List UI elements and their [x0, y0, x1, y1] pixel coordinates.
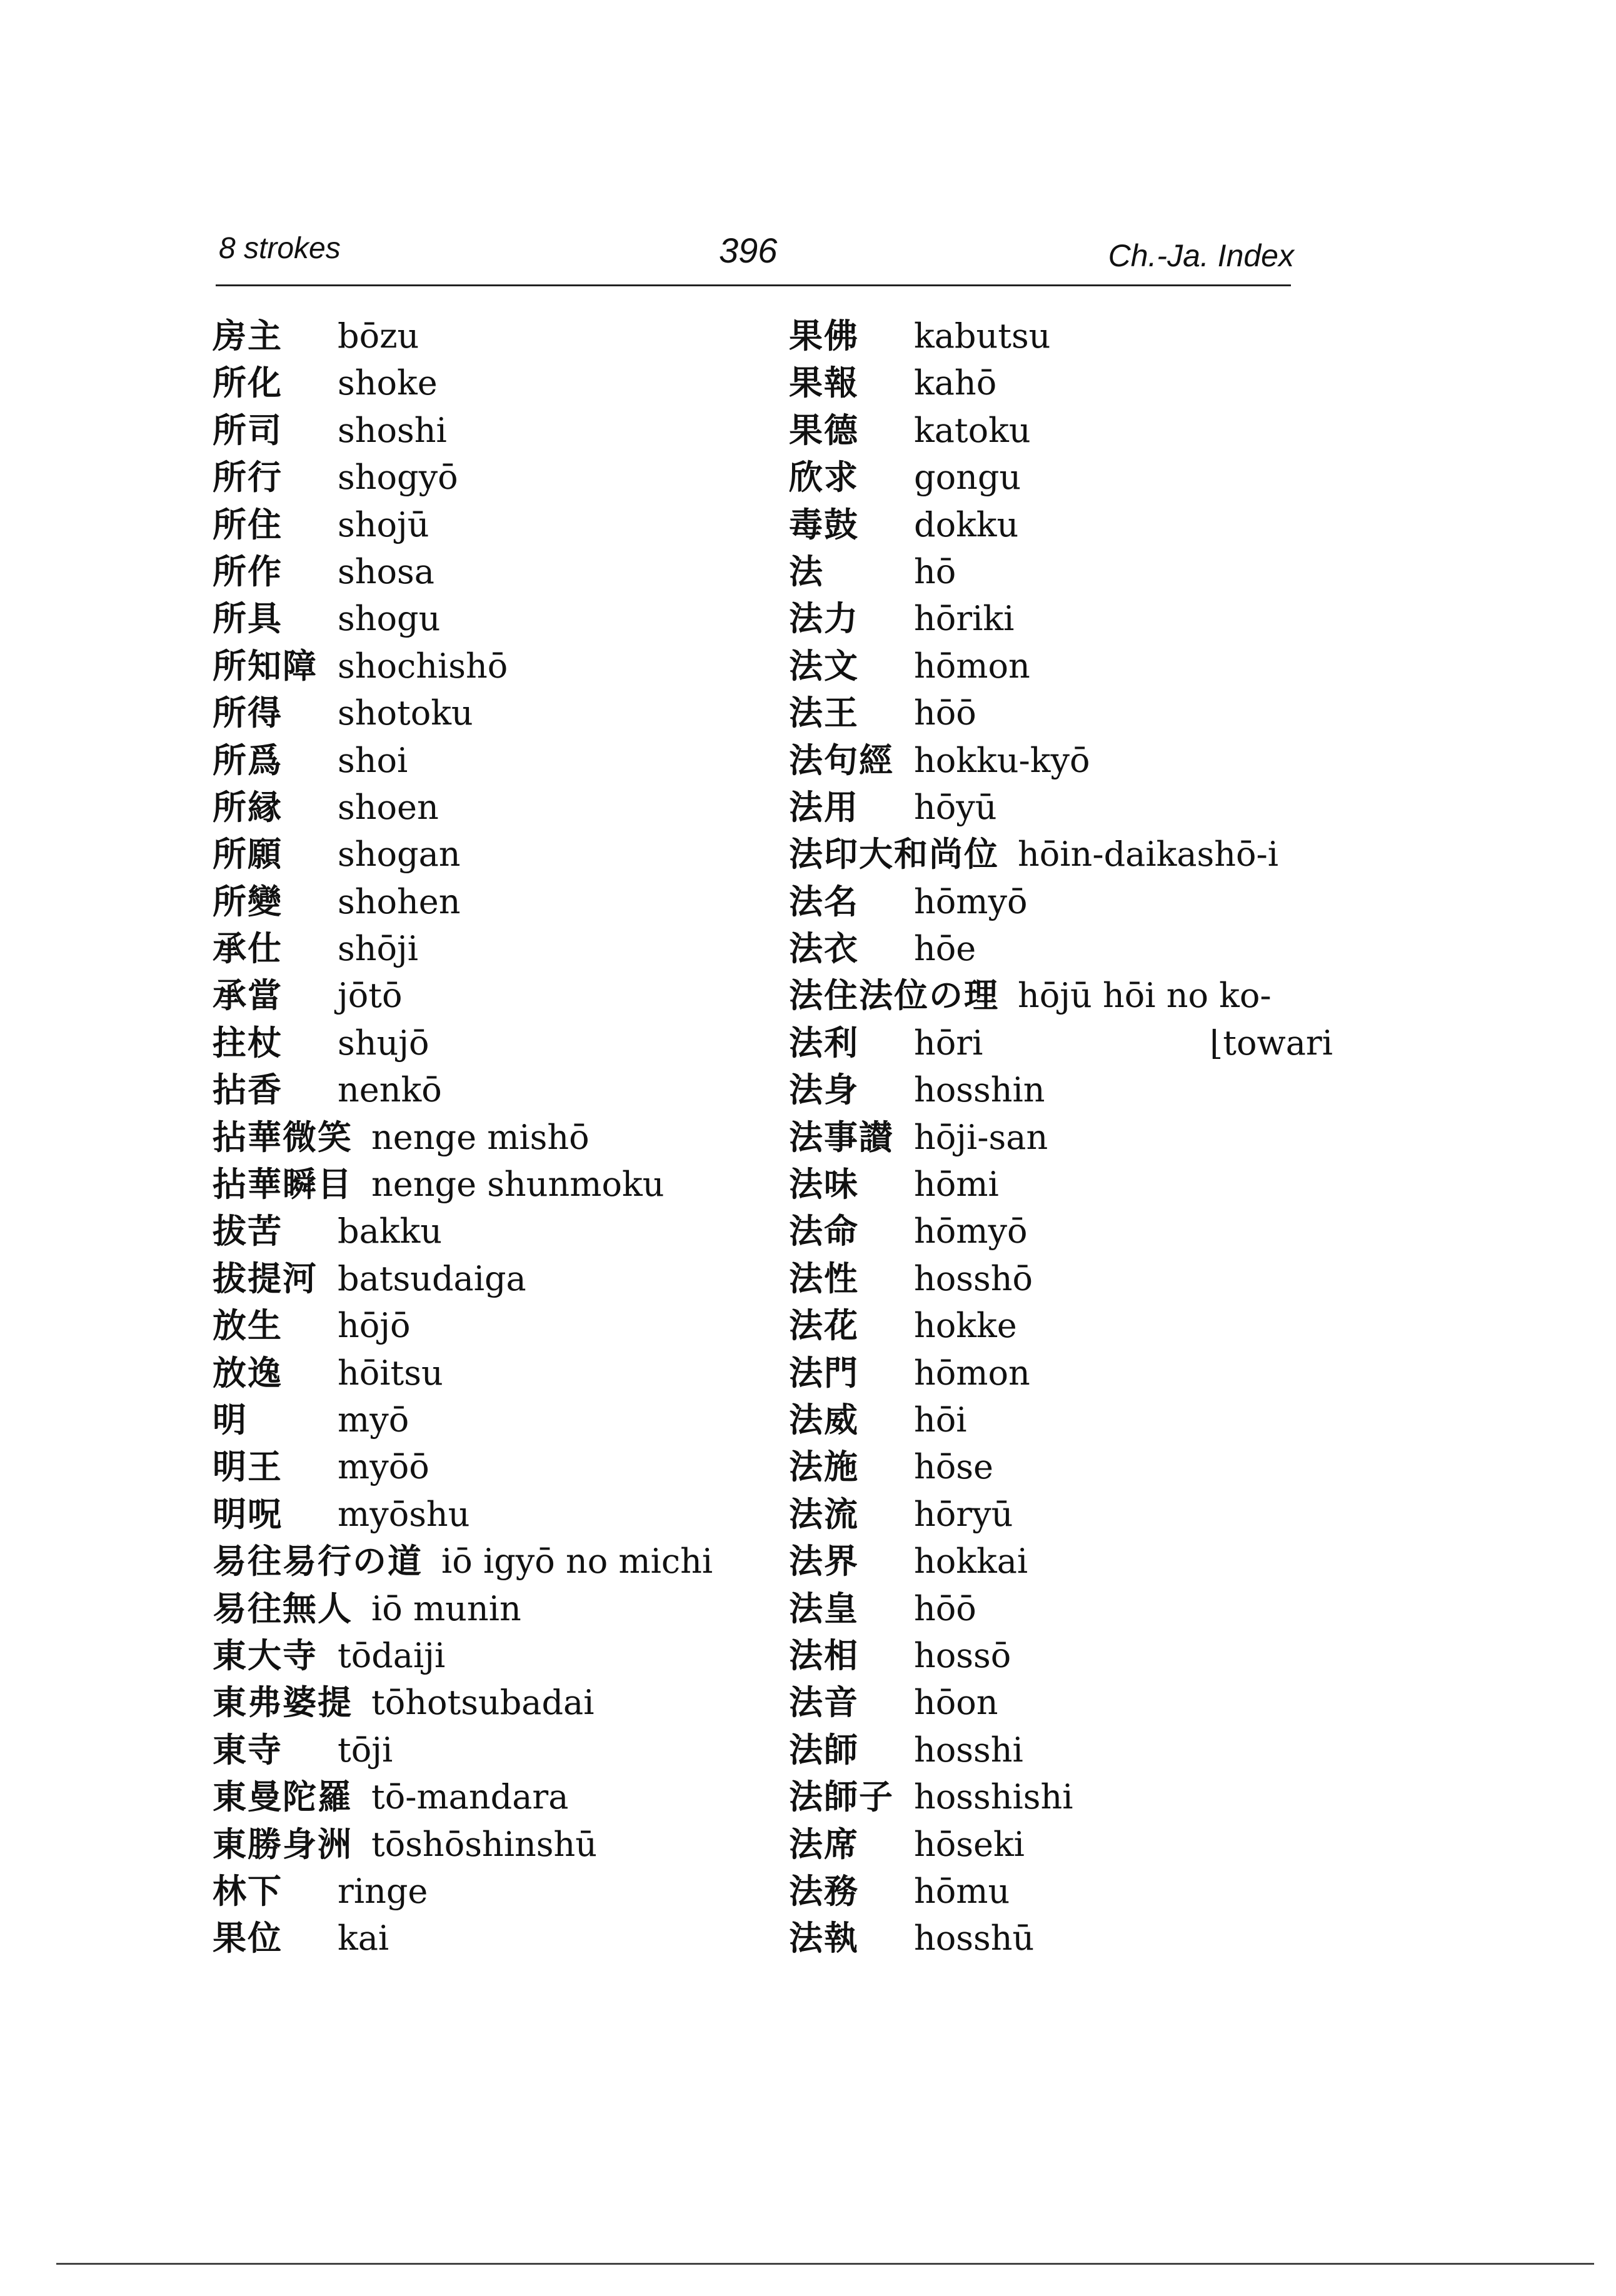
- index-entry: [789, 501, 1327, 548]
- entry-kanji: 所得: [213, 693, 283, 733]
- entry-romanization: kabutsu: [914, 316, 1051, 356]
- index-entry: [213, 689, 775, 736]
- index-entry: [789, 831, 1327, 878]
- entry-kanji: 法性: [789, 1258, 859, 1298]
- index-entry: [213, 407, 775, 454]
- entry-kanji: 法句經: [789, 740, 894, 780]
- index-entry: [213, 501, 775, 548]
- index-entry: [789, 1161, 1327, 1208]
- entry-romanization: nenge mishō: [371, 1117, 590, 1157]
- entry-romanization: hōryū: [914, 1494, 1013, 1534]
- entry-kanji: 毒鼓: [789, 504, 859, 544]
- entry-kanji: 果報: [789, 363, 859, 403]
- entry-romanization: hōjō: [338, 1306, 411, 1346]
- index-entry: [213, 1632, 775, 1679]
- entry-romanization: hōe: [914, 929, 976, 969]
- entry-kanji: 所作: [213, 551, 283, 591]
- entry-romanization: shosa: [338, 551, 434, 591]
- index-entry: [789, 595, 1327, 642]
- index-entry: [213, 925, 775, 972]
- entry-romanization: shoshi: [338, 410, 447, 450]
- entry-kanji: 東勝身洲: [213, 1824, 353, 1864]
- entry-kanji: 法印大和尚位: [789, 835, 999, 875]
- entry-kanji: 承當: [213, 976, 283, 1016]
- page-header: [213, 225, 1294, 281]
- index-entry: [789, 1679, 1327, 1726]
- index-entry: [789, 1066, 1327, 1113]
- entry-romanization: hōin-daikashō-i: [1018, 835, 1279, 875]
- index-entry: [213, 1679, 775, 1726]
- entry-kanji: 所縁: [213, 787, 283, 827]
- index-entry: [213, 737, 775, 784]
- entry-kanji: 法名: [789, 881, 859, 921]
- entry-kanji: 法務: [789, 1871, 859, 1911]
- index-entry: [789, 1821, 1327, 1868]
- index-label: Ch.-Ja. Index: [1108, 238, 1294, 273]
- entry-kanji: 拈華微笑: [213, 1117, 353, 1157]
- index-entry: [789, 925, 1327, 972]
- index-entry: [789, 1585, 1327, 1632]
- header-rule: [216, 284, 1291, 286]
- entry-kanji: 東曼陀羅: [213, 1777, 353, 1817]
- entry-kanji: 明呪: [213, 1494, 283, 1534]
- entry-romanization: hosshū: [914, 1918, 1035, 1958]
- entry-kanji: 易往無人: [213, 1588, 353, 1628]
- entry-romanization: tōhotsubadai: [371, 1683, 595, 1723]
- entry-romanization: iō igyō no michi: [441, 1542, 713, 1582]
- section-label: 8 strokes: [219, 232, 341, 265]
- entry-kanji: 林下: [213, 1871, 283, 1911]
- index-entry: [789, 784, 1327, 831]
- index-entry: [213, 1727, 775, 1773]
- index-entry: [789, 643, 1327, 689]
- index-entry: [213, 1773, 775, 1820]
- entry-kanji: 放逸: [213, 1353, 283, 1393]
- entry-romanization: hōmon: [914, 646, 1030, 686]
- entry-romanization: katoku: [914, 410, 1031, 450]
- entry-romanization: myō: [338, 1400, 409, 1440]
- entry-romanization: hōseki: [914, 1824, 1025, 1864]
- entry-romanization: shohen: [338, 881, 461, 921]
- index-entry: [213, 1396, 775, 1443]
- index-entry: [213, 548, 775, 595]
- index-entry: [213, 359, 775, 406]
- entry-romanization: hōitsu: [338, 1353, 443, 1393]
- index-entry: [789, 1350, 1327, 1396]
- entry-romanization: hosshin: [914, 1070, 1045, 1110]
- index-entry: [213, 1302, 775, 1349]
- index-entry: [789, 1114, 1327, 1161]
- entry-kanji: 法文: [789, 646, 859, 686]
- index-entry: [213, 643, 775, 689]
- entry-romanization: shogyō: [338, 458, 458, 498]
- entry-romanization: hōriki: [914, 599, 1015, 639]
- index-entry: [789, 1727, 1327, 1773]
- index-entry: [789, 1255, 1327, 1302]
- index-entry: [789, 1020, 1333, 1066]
- entry-kanji: 拔提河: [213, 1258, 318, 1298]
- entry-kanji: 法界: [789, 1542, 859, 1582]
- entry-romanization: hōse: [914, 1447, 993, 1487]
- entry-romanization: shotoku: [338, 693, 473, 733]
- entry-romanization: hōō: [914, 693, 976, 733]
- entry-kanji: 法師子: [789, 1777, 894, 1817]
- entry-kanji: 法衣: [789, 929, 859, 969]
- index-entry: [213, 1161, 775, 1208]
- entry-kanji: 法身: [789, 1070, 859, 1110]
- entry-kanji: 法花: [789, 1306, 859, 1346]
- entry-romanization: hokku-kyō: [914, 740, 1090, 780]
- entry-kanji: 所司: [213, 410, 283, 450]
- entry-kanji: 所變: [213, 881, 283, 921]
- entry-romanization: kahō: [914, 363, 997, 403]
- entry-kanji: 欣求: [789, 458, 859, 498]
- index-column-left: [213, 313, 775, 1962]
- index-entry: [789, 1915, 1327, 1962]
- index-entry: [789, 689, 1327, 736]
- index-entry: [789, 1773, 1327, 1820]
- index-entry: [789, 1868, 1327, 1915]
- entry-romanization: dokku: [914, 504, 1019, 544]
- index-entry: [789, 1538, 1327, 1585]
- entry-kanji: 法師: [789, 1730, 859, 1770]
- entry-kanji: 法: [789, 551, 824, 591]
- entry-romanization: shoen: [338, 787, 439, 827]
- entry-romanization: hōyū: [914, 787, 997, 827]
- index-entry: [213, 878, 775, 925]
- entry-kanji: 法味: [789, 1165, 859, 1205]
- entry-kanji: 東弗婆提: [213, 1683, 353, 1723]
- entry-romanization: jōtō: [338, 976, 403, 1016]
- entry-kanji: 放生: [213, 1306, 283, 1346]
- index-column-right: [789, 313, 1333, 1962]
- entry-kanji: 所住: [213, 504, 283, 544]
- index-entry: [213, 595, 775, 642]
- entry-romanization: shujō: [338, 1023, 429, 1063]
- entry-kanji: 所化: [213, 363, 283, 403]
- entry-kanji: 明: [213, 1400, 248, 1440]
- index-entry: [213, 1350, 775, 1396]
- entry-romanization: hokke: [914, 1306, 1017, 1346]
- entry-romanization: hōmyō: [914, 881, 1028, 921]
- entry-kanji: 果德: [789, 410, 859, 450]
- entry-romanization: shoke: [338, 363, 438, 403]
- entry-romanization: hossō: [914, 1635, 1011, 1675]
- entry-kanji: 拈華瞬目: [213, 1165, 353, 1205]
- entry-romanization: tō-mandara: [371, 1777, 569, 1817]
- index-entry: [213, 1585, 775, 1632]
- entry-romanization: hōji-san: [914, 1117, 1048, 1157]
- entry-romanization: tōji: [338, 1730, 393, 1770]
- index-entry: [213, 313, 775, 359]
- entry-kanji: 房主: [213, 316, 283, 356]
- entry-romanization: shōji: [338, 929, 419, 969]
- entry-romanization: tōshōshinshū: [371, 1824, 598, 1864]
- index-entry: [789, 359, 1327, 406]
- entry-romanization: shogan: [338, 835, 461, 875]
- entry-kanji: 法音: [789, 1683, 859, 1723]
- entry-romanization: hōmyō: [914, 1211, 1028, 1251]
- entry-romanization: nenkō: [338, 1070, 442, 1110]
- entry-romanization: batsudaiga: [338, 1258, 526, 1298]
- entry-romanization: hōon: [914, 1683, 998, 1723]
- index-entry: [213, 1066, 775, 1113]
- index-entry: [789, 972, 1327, 1019]
- index-entry: [213, 1868, 775, 1915]
- entry-romanization: shojū: [338, 504, 429, 544]
- entry-kanji: 法威: [789, 1400, 859, 1440]
- entry-romanization: hosshishi: [914, 1777, 1073, 1817]
- entry-romanization: tōdaiji: [338, 1635, 446, 1675]
- entry-romanization: hōō: [914, 1588, 976, 1628]
- entry-kanji: 法王: [789, 693, 859, 733]
- entry-kanji: 所行: [213, 458, 283, 498]
- index-entry: [213, 1208, 775, 1255]
- index-entry: [789, 1396, 1327, 1443]
- entry-romanization: ringe: [338, 1871, 428, 1911]
- index-entry: [213, 454, 775, 501]
- index-entry: [789, 1491, 1327, 1538]
- entry-kanji: 法執: [789, 1918, 859, 1958]
- entry-kanji: 法皇: [789, 1588, 859, 1628]
- entry-romanization: nenge shunmoku: [371, 1165, 665, 1205]
- index-entry: [213, 1821, 775, 1868]
- index-entry: [789, 548, 1327, 595]
- entry-kanji: 所知障: [213, 646, 318, 686]
- entry-romanization: bōzu: [338, 316, 419, 356]
- entry-kanji: 法用: [789, 787, 859, 827]
- index-entry: [213, 1020, 775, 1066]
- entry-romanization: hosshi: [914, 1730, 1023, 1770]
- entry-romanization: shochishō: [338, 646, 508, 686]
- entry-kanji: 法席: [789, 1824, 859, 1864]
- index-entry: [789, 737, 1327, 784]
- entry-kanji: 法門: [789, 1353, 859, 1393]
- entry-kanji: 法事讃: [789, 1117, 894, 1157]
- page-number: 396: [719, 231, 778, 270]
- entry-kanji: 果位: [213, 1918, 283, 1958]
- entry-romanization: hosshō: [914, 1258, 1033, 1298]
- index-entry: [213, 1255, 775, 1302]
- index-entry: [213, 784, 775, 831]
- entry-romanization: shoi: [338, 740, 408, 780]
- entry-kanji: 承仕: [213, 929, 283, 969]
- entry-romanization: hōmu: [914, 1871, 1010, 1911]
- entry-kanji: 所願: [213, 835, 283, 875]
- entry-romanization: gongu: [914, 458, 1021, 498]
- entry-continuation: ⌊towari: [1210, 1023, 1333, 1063]
- index-entry: [213, 1443, 775, 1490]
- entry-romanization: hōi: [914, 1400, 967, 1440]
- entry-romanization: hōjū hōi no ko-: [1018, 976, 1272, 1016]
- entry-romanization: hōmon: [914, 1353, 1030, 1393]
- index-entry: [213, 1114, 775, 1161]
- entry-romanization: hokkai: [914, 1542, 1028, 1582]
- entry-romanization: hōmi: [914, 1165, 999, 1205]
- entry-kanji: 法住法位の理: [789, 976, 999, 1016]
- index-entry: [213, 1491, 775, 1538]
- entry-romanization: bakku: [338, 1211, 442, 1251]
- entry-kanji: 法流: [789, 1494, 859, 1534]
- entry-romanization: myōshu: [338, 1494, 470, 1534]
- index-entry: [213, 972, 775, 1019]
- index-entry: [789, 1208, 1327, 1255]
- entry-kanji: 法命: [789, 1211, 859, 1251]
- entry-kanji: 法力: [789, 599, 859, 639]
- entry-kanji: 所爲: [213, 740, 283, 780]
- entry-romanization: hō: [914, 551, 956, 591]
- index-entry: [213, 831, 775, 878]
- entry-kanji: 法相: [789, 1635, 859, 1675]
- entry-romanization: myōō: [338, 1447, 429, 1487]
- index-entry: [789, 1443, 1327, 1490]
- index-entry: [789, 1632, 1327, 1679]
- index-entry: [789, 1302, 1327, 1349]
- entry-kanji: 明王: [213, 1447, 283, 1487]
- entry-romanization: hōri: [914, 1023, 983, 1063]
- entry-kanji: 法利: [789, 1023, 859, 1063]
- index-entry: [213, 1915, 775, 1962]
- bottom-rule: [56, 2263, 1594, 2265]
- index-entry: [213, 1538, 775, 1585]
- entry-kanji: 東寺: [213, 1730, 283, 1770]
- entry-kanji: 拄杖: [213, 1023, 283, 1063]
- entry-kanji: 果佛: [789, 316, 859, 356]
- index-entry: [789, 313, 1327, 359]
- entry-kanji: 法施: [789, 1447, 859, 1487]
- entry-kanji: 拈香: [213, 1070, 283, 1110]
- entry-kanji: 所具: [213, 599, 283, 639]
- entry-kanji: 易往易行の道: [213, 1542, 423, 1582]
- entry-kanji: 拔苦: [213, 1211, 283, 1251]
- entry-romanization: kai: [338, 1918, 389, 1958]
- entry-kanji: 東大寺: [213, 1635, 318, 1675]
- index-entry: [789, 878, 1327, 925]
- index-entry: [789, 454, 1327, 501]
- entry-romanization: iō munin: [371, 1588, 521, 1628]
- index-entry: [789, 407, 1327, 454]
- entry-romanization: shogu: [338, 599, 441, 639]
